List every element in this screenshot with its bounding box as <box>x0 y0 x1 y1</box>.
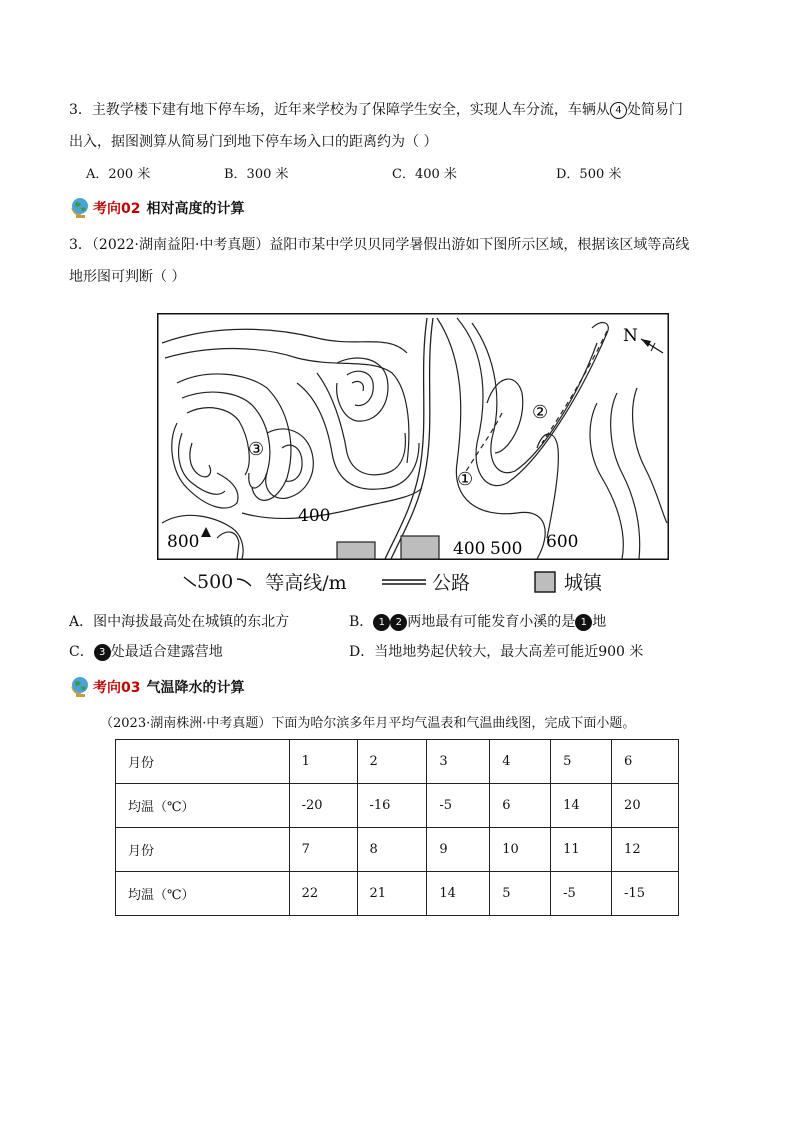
section-tag: 考向02 <box>93 201 141 217</box>
circled-number: 2 <box>390 614 407 631</box>
table-row <box>116 740 679 784</box>
table-cell: 14 <box>427 872 490 916</box>
circled-number: 1 <box>575 614 592 631</box>
option-d[interactable]: D．500 米 <box>556 167 622 182</box>
table-row <box>116 828 679 872</box>
section-name: 气温降水的计算 <box>146 680 245 696</box>
table-cell: -5 <box>551 872 612 916</box>
table-cell: 21 <box>357 872 427 916</box>
globe-icon <box>69 196 93 220</box>
table-cell: 11 <box>551 828 612 872</box>
map-frame <box>158 314 669 560</box>
globe-icon <box>69 675 93 699</box>
circled-number: 4 <box>610 102 627 119</box>
town-block <box>337 542 375 559</box>
north-label: N <box>623 326 638 346</box>
table-row-header: 月份 <box>116 740 290 784</box>
table-row-header: 均温（℃） <box>116 872 290 916</box>
legend-contour-label: 等高线/m <box>265 572 347 594</box>
legend-contour <box>183 568 347 595</box>
legend-road-label: 公路 <box>432 572 471 594</box>
option-b[interactable]: B． 1 2 两地最有可能发育小溪的是 1 地 <box>349 614 607 630</box>
section-heading-03 <box>69 675 244 699</box>
section-name: 相对高度的计算 <box>146 201 245 217</box>
table-cell: -16 <box>357 784 427 828</box>
legend-town-label: 城镇 <box>564 572 603 594</box>
option-b[interactable]: B．300 米 <box>224 167 289 182</box>
option-a[interactable]: A．图中海拔最高处在城镇的东北方 <box>69 614 290 630</box>
table-cell: 8 <box>357 828 427 872</box>
legend-road <box>382 568 470 595</box>
table-cell: 9 <box>427 828 490 872</box>
table-cell: 5 <box>490 872 551 916</box>
option-a[interactable]: A．200 米 <box>86 167 151 182</box>
table-cell: 6 <box>490 784 551 828</box>
table-row <box>116 872 679 916</box>
table-row-header: 月份 <box>116 828 290 872</box>
table-cell: 4 <box>490 740 551 784</box>
table-intro: （2023·湖南株洲·中考真题）下面为哈尔滨多年月平均气温表和气温曲线图，完成下面小题。 <box>100 716 636 731</box>
contour-legend-tail-icon <box>235 574 257 590</box>
legend-contour-value: 500 <box>197 570 234 593</box>
temperature-table <box>115 739 679 916</box>
question-3b-line2: 地形图可判断（ ） <box>69 269 186 285</box>
section-tag: 考向03 <box>93 680 141 696</box>
table-cell: 12 <box>612 828 679 872</box>
question-3b-line1: 3．（2022·湖南益阳·中考真题）益阳市某中学贝贝同学暑假出游如下图所示区域，根据该区域等高线 <box>69 237 690 253</box>
contour-label-600: 600 <box>546 532 579 552</box>
option-c[interactable]: C． 3 处最适合建露营地 <box>69 644 223 660</box>
table-cell: 6 <box>612 740 679 784</box>
table-cell: 7 <box>289 828 357 872</box>
circled-number: 1 <box>373 614 390 631</box>
town-legend-icon <box>534 571 556 593</box>
table-cell: 20 <box>612 784 679 828</box>
section-heading-02 <box>69 196 244 220</box>
contour-label-800: 800 <box>167 532 200 552</box>
contour-legend-icon <box>183 574 197 590</box>
option-d[interactable]: D．当地地势起伏较大，最大高差可能近900 米 <box>349 644 644 660</box>
option-c[interactable]: C．400 米 <box>392 167 457 182</box>
point-3-label: ③ <box>248 439 265 460</box>
town-block <box>401 536 439 559</box>
question-3a-line1: 3．主教学楼下建有地下停车场，近年来学校为了保障学生安全，实现人车分流，车辆从 4 处简易门 <box>69 102 683 118</box>
table-cell: 2 <box>357 740 427 784</box>
table-cell: 5 <box>551 740 612 784</box>
table-cell: 1 <box>289 740 357 784</box>
contour-map <box>157 313 669 560</box>
table-cell: -20 <box>289 784 357 828</box>
table-cell: 14 <box>551 784 612 828</box>
road-legend-icon <box>382 576 426 588</box>
point-1-label: ① <box>457 469 474 490</box>
table-row-header: 均温（℃） <box>116 784 290 828</box>
question-3a-line2: 出入，据图测算从简易门到地下停车场入口的距离约为（ ） <box>69 134 438 150</box>
table-cell: 22 <box>289 872 357 916</box>
legend-town <box>534 568 602 595</box>
point-2-label: ② <box>532 402 549 423</box>
table-row <box>116 784 679 828</box>
table-cell: -5 <box>427 784 490 828</box>
contour-label-500: 500 <box>490 539 523 559</box>
table-cell: 10 <box>490 828 551 872</box>
contour-label-400-bottom: 400 <box>453 539 486 559</box>
table-cell: -15 <box>612 872 679 916</box>
contour-label-400: 400 <box>298 506 331 526</box>
table-cell: 3 <box>427 740 490 784</box>
circled-number: 3 <box>94 644 111 661</box>
